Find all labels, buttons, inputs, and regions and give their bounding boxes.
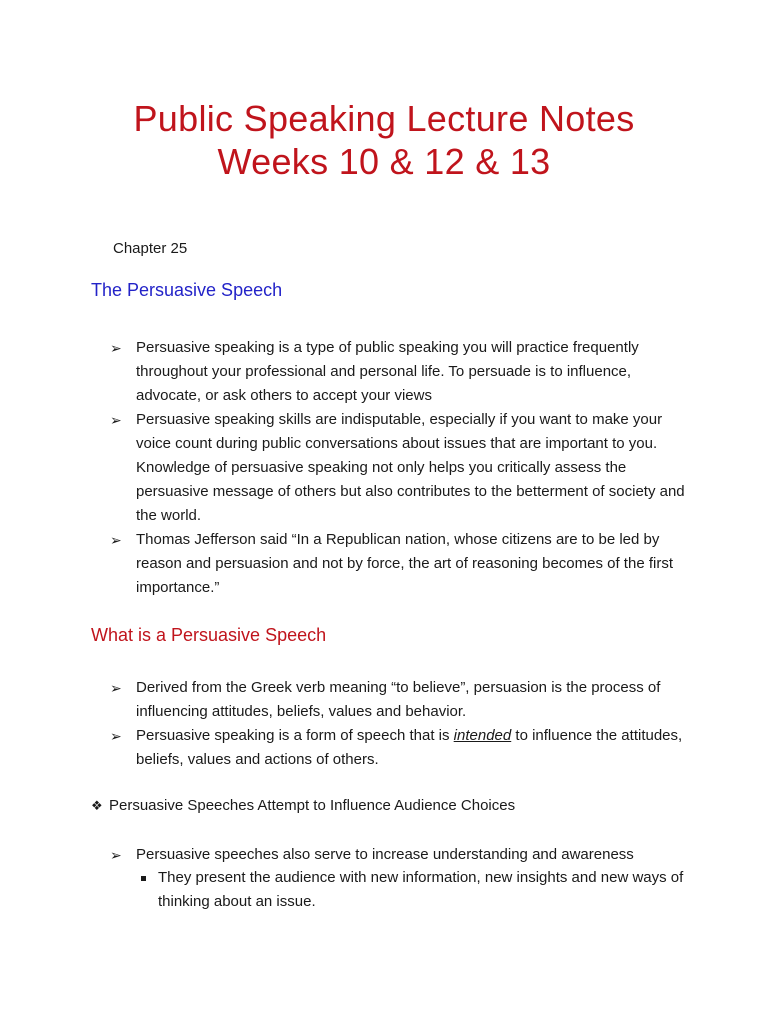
list-item bbox=[0, 408, 686, 528]
bullet-text: Persuasive speaking skills are indisputable, especially if you want to make your voice count during public conversations about issues that are important to you. Knowledge of persuasive speaking not only helps you critically assess the persuasive message of others but also contributes to the betterment of society and the world. bbox=[136, 411, 685, 524]
section3-sub-bullet-list bbox=[0, 866, 688, 914]
arrow-bullet-icon: ➢ bbox=[110, 680, 122, 696]
section2-bullet-list bbox=[0, 676, 768, 772]
bullet-text-after: to influence the attitudes, beliefs, values and actions of others. bbox=[136, 727, 683, 768]
arrow-bullet-icon: ➢ bbox=[110, 412, 122, 428]
section1-bullet-list bbox=[0, 336, 768, 600]
bullet-text-before: Persuasive speaking is a form of speech that is bbox=[136, 727, 454, 744]
square-bullet-icon bbox=[141, 876, 146, 881]
sub-list-item bbox=[0, 866, 688, 914]
arrow-bullet-icon: ➢ bbox=[110, 532, 122, 548]
diamond-heading-text: Persuasive Speeches Attempt to Influence Audience Choices bbox=[109, 797, 516, 814]
list-item bbox=[0, 724, 686, 772]
title-line-1: Public Speaking Lecture Notes bbox=[133, 98, 635, 139]
title-line-2: Weeks 10 & 12 & 13 bbox=[217, 141, 551, 182]
arrow-bullet-icon: ➢ bbox=[110, 847, 122, 863]
bullet-text: Derived from the Greek verb meaning “to believe”, persuasion is the process of influencing attitudes, beliefs, values and behavior. bbox=[136, 679, 661, 720]
diamond-heading bbox=[91, 794, 515, 818]
arrow-bullet-icon: ➢ bbox=[110, 340, 122, 356]
bullet-text: Persuasive speeches also serve to increase understanding and awareness bbox=[136, 846, 634, 863]
list-item bbox=[0, 676, 686, 724]
bullet-text: Persuasive speaking is a type of public speaking you will practice frequently throughout your professional and personal life. To persuade is to influence, advocate, or ask others to accept your views bbox=[136, 339, 639, 404]
list-item bbox=[0, 336, 686, 408]
four-diamond-bullet-icon: ❖ bbox=[91, 798, 103, 813]
section-heading-persuasive-speech: The Persuasive Speech bbox=[91, 280, 283, 300]
list-item bbox=[0, 843, 686, 867]
section-heading-what-is-persuasive-speech: What is a Persuasive Speech bbox=[91, 625, 327, 645]
sub-bullet-text: They present the audience with new information, new insights and new ways of thinking about an issue. bbox=[158, 869, 684, 910]
bullet-text: Thomas Jefferson said “In a Republican nation, whose citizens are to be led by reason and persuasion and not by force, the art of reasoning becomes of the first importance.” bbox=[136, 531, 673, 596]
arrow-bullet-icon: ➢ bbox=[110, 728, 122, 744]
list-item bbox=[0, 528, 686, 600]
chapter-label: Chapter 25 bbox=[113, 240, 188, 257]
section3-bullet-list bbox=[0, 843, 768, 867]
emphasized-word: intended bbox=[453, 727, 512, 744]
